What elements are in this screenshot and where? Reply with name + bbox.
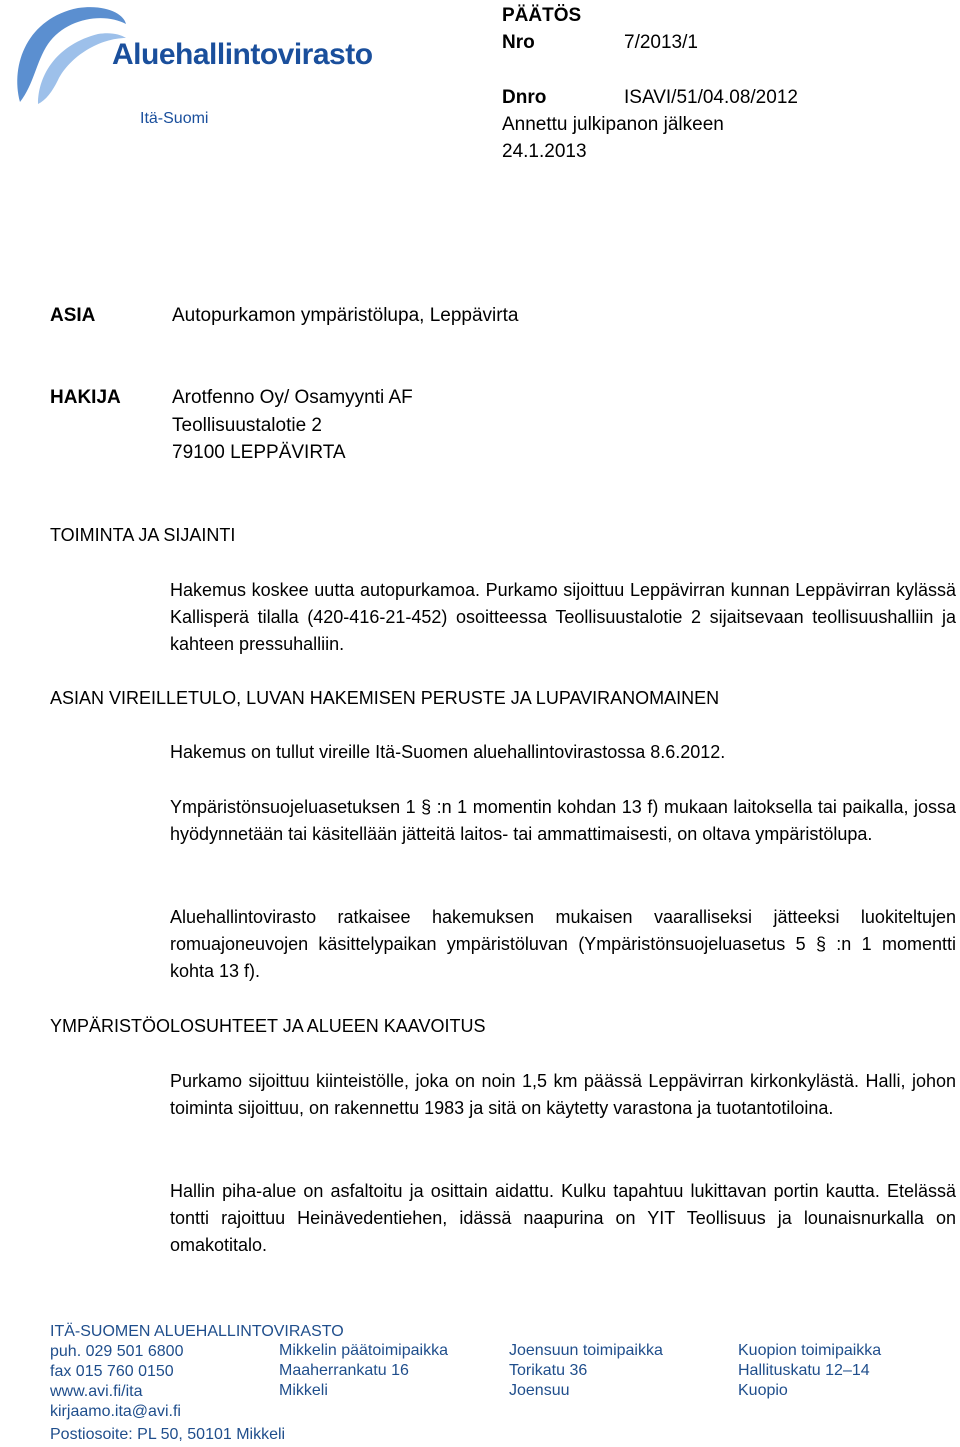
- footer-org: ITÄ-SUOMEN ALUEHALLINTOVIRASTO: [50, 1323, 344, 1340]
- footer-phone: puh. 029 501 6800: [50, 1343, 184, 1360]
- footer-office-city: Joensuu: [509, 1382, 570, 1399]
- hakija-address: [172, 384, 413, 467]
- asia-value: Autopurkamon ympäristölupa, Leppävirta: [172, 305, 519, 326]
- dnro-label: Dnro: [502, 87, 547, 108]
- section-paragraph: Aluehallintovirasto ratkaisee hakemuksen mukaisen vaaralliseksi jätteeksi luokiteltujen romuajoneuvojen käsittelypaikan ympäristöluvan (Ympäristönsuojeluasetus 5 § :n 1 momentti kohta 13 f).: [170, 907, 956, 981]
- section-heading-toiminta: TOIMINTA JA SIJAINTI: [50, 525, 236, 545]
- footer-office-name: Mikkelin päätoimipaikka: [279, 1342, 448, 1359]
- section-paragraph: Hallin piha-alue on asfaltoitu ja osittain aidattu. Kulku tapahtuu lukittavan portin kautta. Etelässä tontti rajoittuu Heinävedentiehen, idässä naapurina on YIT Teollisuus ja lounaisnurkalla on omakotitalo.: [170, 1181, 956, 1255]
- footer-office-street: Torikatu 36: [509, 1362, 588, 1379]
- footer-office-city: Kuopio: [738, 1382, 788, 1399]
- section-paragraph: Hakemus koskee uutta autopurkamoa. Purkamo sijoittuu Leppävirran kunnan Leppävirran kylässä Kallisperä tilalla (420-416-21-452) osoitteessa Teollisuustalotie 2 sijaitsevaan teollisuushalliin ja kahteen pressuhalliin.: [170, 580, 956, 654]
- doc-type: PÄÄTÖS: [502, 5, 582, 26]
- section-paragraph: Ympäristönsuojeluasetuksen 1 § :n 1 momentin kohdan 13 f) mukaan laitoksella tai paikalla, jossa hyödynnetään tai käsitellään jätteitä laitos- tai ammattimaisesti, on oltava ympäristölupa.: [170, 797, 956, 844]
- asia-label: ASIA: [50, 305, 96, 326]
- logo-region: Itä-Suomi: [140, 110, 209, 127]
- footer-office-city: Mikkeli: [279, 1382, 328, 1399]
- logo-swoosh-icon: [8, 4, 128, 108]
- dnro-value: ISAVI/51/04.08/2012: [624, 87, 798, 108]
- hakija-line: Arotfenno Oy/ Osamyynti AF: [172, 387, 413, 408]
- section-paragraph: Purkamo sijoittuu kiinteistölle, joka on noin 1,5 km päässä Leppävirran kirkonkylästä. Halli, johon toiminta sijoittuu, on rakennettu 1983 ja sitä on käytetty varastona ja tuotantotiloina.: [170, 1071, 956, 1118]
- hakija-line: Teollisuustalotie 2: [172, 414, 322, 436]
- nro-label: Nro: [502, 32, 535, 53]
- hakija-line: 79100 LEPPÄVIRTA: [172, 442, 346, 463]
- hakija-label: HAKIJA: [50, 387, 121, 408]
- footer-postal: Postiosoite: PL 50, 50101 Mikkeli: [50, 1426, 286, 1443]
- footer-office-name: Joensuun toimipaikka: [509, 1342, 663, 1359]
- footer-office-name: Kuopion toimipaikka: [738, 1342, 882, 1359]
- logo: [8, 4, 388, 108]
- section-heading-vireilletulo: ASIAN VIREILLETULO, LUVAN HAKEMISEN PERUSTE JA LUPAVIRANOMAINEN: [50, 688, 720, 708]
- given-line1: Annettu julkipanon jälkeen: [502, 114, 724, 135]
- section-heading-ymparisto: YMPÄRISTÖOLOSUHTEET JA ALUEEN KAAVOITUS: [50, 1016, 486, 1036]
- nro-value: 7/2013/1: [624, 32, 698, 53]
- given-line2: 24.1.2013: [502, 141, 587, 162]
- footer-office-street: Maaherrankatu 16: [279, 1362, 409, 1379]
- footer-web-link[interactable]: www.avi.fi/ita: [50, 1383, 143, 1400]
- footer-email-link[interactable]: kirjaamo.ita@avi.fi: [50, 1403, 181, 1420]
- footer-fax: fax 015 760 0150: [50, 1363, 174, 1380]
- footer-office-street: Hallituskatu 12–14: [738, 1362, 870, 1379]
- logo-text: Aluehallintovirasto: [112, 38, 373, 71]
- section-paragraph: Hakemus on tullut vireille Itä-Suomen aluehallintovirastossa 8.6.2012.: [170, 742, 726, 762]
